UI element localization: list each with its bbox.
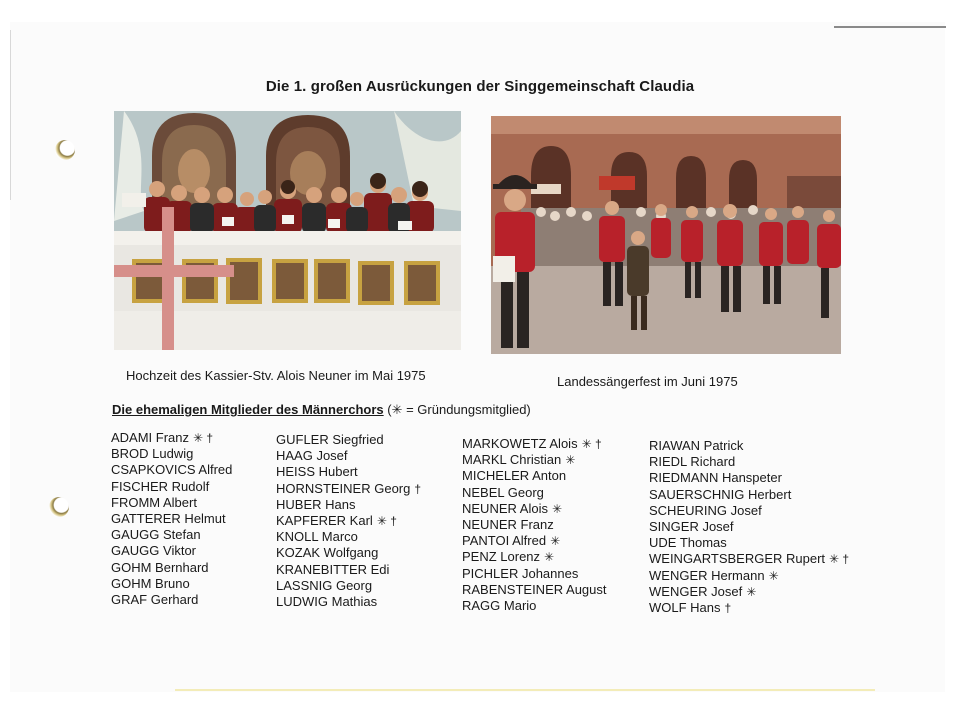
member-entry: GOHM Bernhard <box>111 559 209 575</box>
member-entry: CSAPKOVICS Alfred <box>111 462 233 478</box>
page-edge-bottom <box>175 689 875 691</box>
member-entry: GUFLER Siegfried <box>276 432 384 447</box>
crucifix <box>162 207 174 350</box>
member-entry: KRANEBITTER Edi <box>276 561 390 577</box>
member-entry: NEUNER Franz <box>462 517 554 533</box>
member-entry: MICHELER Anton <box>462 468 567 484</box>
members-column-4 <box>649 438 849 616</box>
member-entry: RIEDMANN Hanspeter <box>649 470 782 486</box>
member-entry: SCHEURING Josef <box>649 502 762 518</box>
member-entry: LUDWIG Mathias <box>276 594 378 610</box>
member-entry: KAPFERER Karl ✳ † <box>276 513 397 529</box>
members-column-2 <box>276 432 421 610</box>
street <box>491 266 841 354</box>
members-legend: (✳ = Gründungsmitglied) <box>387 402 531 417</box>
members-heading <box>112 402 531 418</box>
page-edge-top <box>834 26 946 28</box>
member-entry: MARKL Christian ✳ <box>462 452 576 468</box>
page-title: Die 1. großen Ausrückungen der Singgemeinschaft Claudia <box>265 78 695 95</box>
member-entry: HEISS Hubert <box>276 464 358 480</box>
member-entry: PENZ Lorenz ✳ <box>462 549 555 565</box>
member-entry: WENGER Hermann ✳ <box>649 567 779 583</box>
member-entry: RABENSTEINER August <box>462 581 607 597</box>
member-entry: SINGER Josef <box>649 519 734 535</box>
member-entry: NEBEL Georg <box>462 484 544 500</box>
member-entry: SAUERSCHNIG Herbert <box>649 486 792 502</box>
member-entry: NEUNER Alois ✳ <box>462 500 563 516</box>
wedding-caption: Hochzeit des Kassier-Stv. Alois Neuner im Mai 1975 <box>126 368 426 383</box>
member-entry: GAUGG Viktor <box>111 543 197 559</box>
wedding-photo <box>114 111 461 350</box>
member-entry: MARKOWETZ Alois ✳ † <box>462 436 602 451</box>
shop-sign <box>599 176 635 190</box>
member-entry: RAGG Mario <box>462 598 537 614</box>
member-entry: KOZAK Wolfgang <box>276 545 379 561</box>
member-entry: WEINGARTSBERGER Rupert ✳ † <box>649 551 850 567</box>
parade-caption: Landessängerfest im Juni 1975 <box>557 374 738 389</box>
members-column-3 <box>462 436 611 614</box>
punch-hole-top <box>55 140 75 160</box>
parade-photo <box>491 116 841 354</box>
member-entry: PANTOI Alfred ✳ <box>462 533 561 549</box>
member-entry: KNOLL Marco <box>276 529 358 545</box>
member-entry: RIEDL Richard <box>649 454 736 470</box>
member-entry: HORNSTEINER Georg † <box>276 480 422 496</box>
member-entry: FISCHER Rudolf <box>111 478 210 494</box>
member-entry: WOLF Hans † <box>649 600 732 616</box>
members-column-1 <box>111 430 236 608</box>
member-entry: GRAF Gerhard <box>111 592 199 608</box>
member-entry: HAAG Josef <box>276 448 348 464</box>
member-entry: GAUGG Stefan <box>111 527 201 543</box>
punch-hole-bottom <box>49 497 69 517</box>
page-edge-left <box>10 30 11 200</box>
member-entry: GOHM Bruno <box>111 575 190 591</box>
member-entry: RIAWAN Patrick <box>649 438 744 453</box>
member-entry: BROD Ludwig <box>111 446 194 462</box>
member-entry: FROMM Albert <box>111 494 197 510</box>
member-entry: UDE Thomas <box>649 535 727 551</box>
member-entry: WENGER Josef ✳ <box>649 583 757 599</box>
member-entry: HUBER Hans <box>276 496 356 512</box>
member-entry: LASSNIG Georg <box>276 577 373 593</box>
member-entry: GATTERER Helmut <box>111 511 226 527</box>
banner-sheet <box>493 256 515 282</box>
member-entry: PICHLER Johannes <box>462 565 579 581</box>
members-heading-title: Die ehemaligen Mitglieder des Männerchors <box>112 402 384 417</box>
member-entry: ADAMI Franz ✳ † <box>111 430 214 445</box>
child-marcher <box>627 246 649 296</box>
